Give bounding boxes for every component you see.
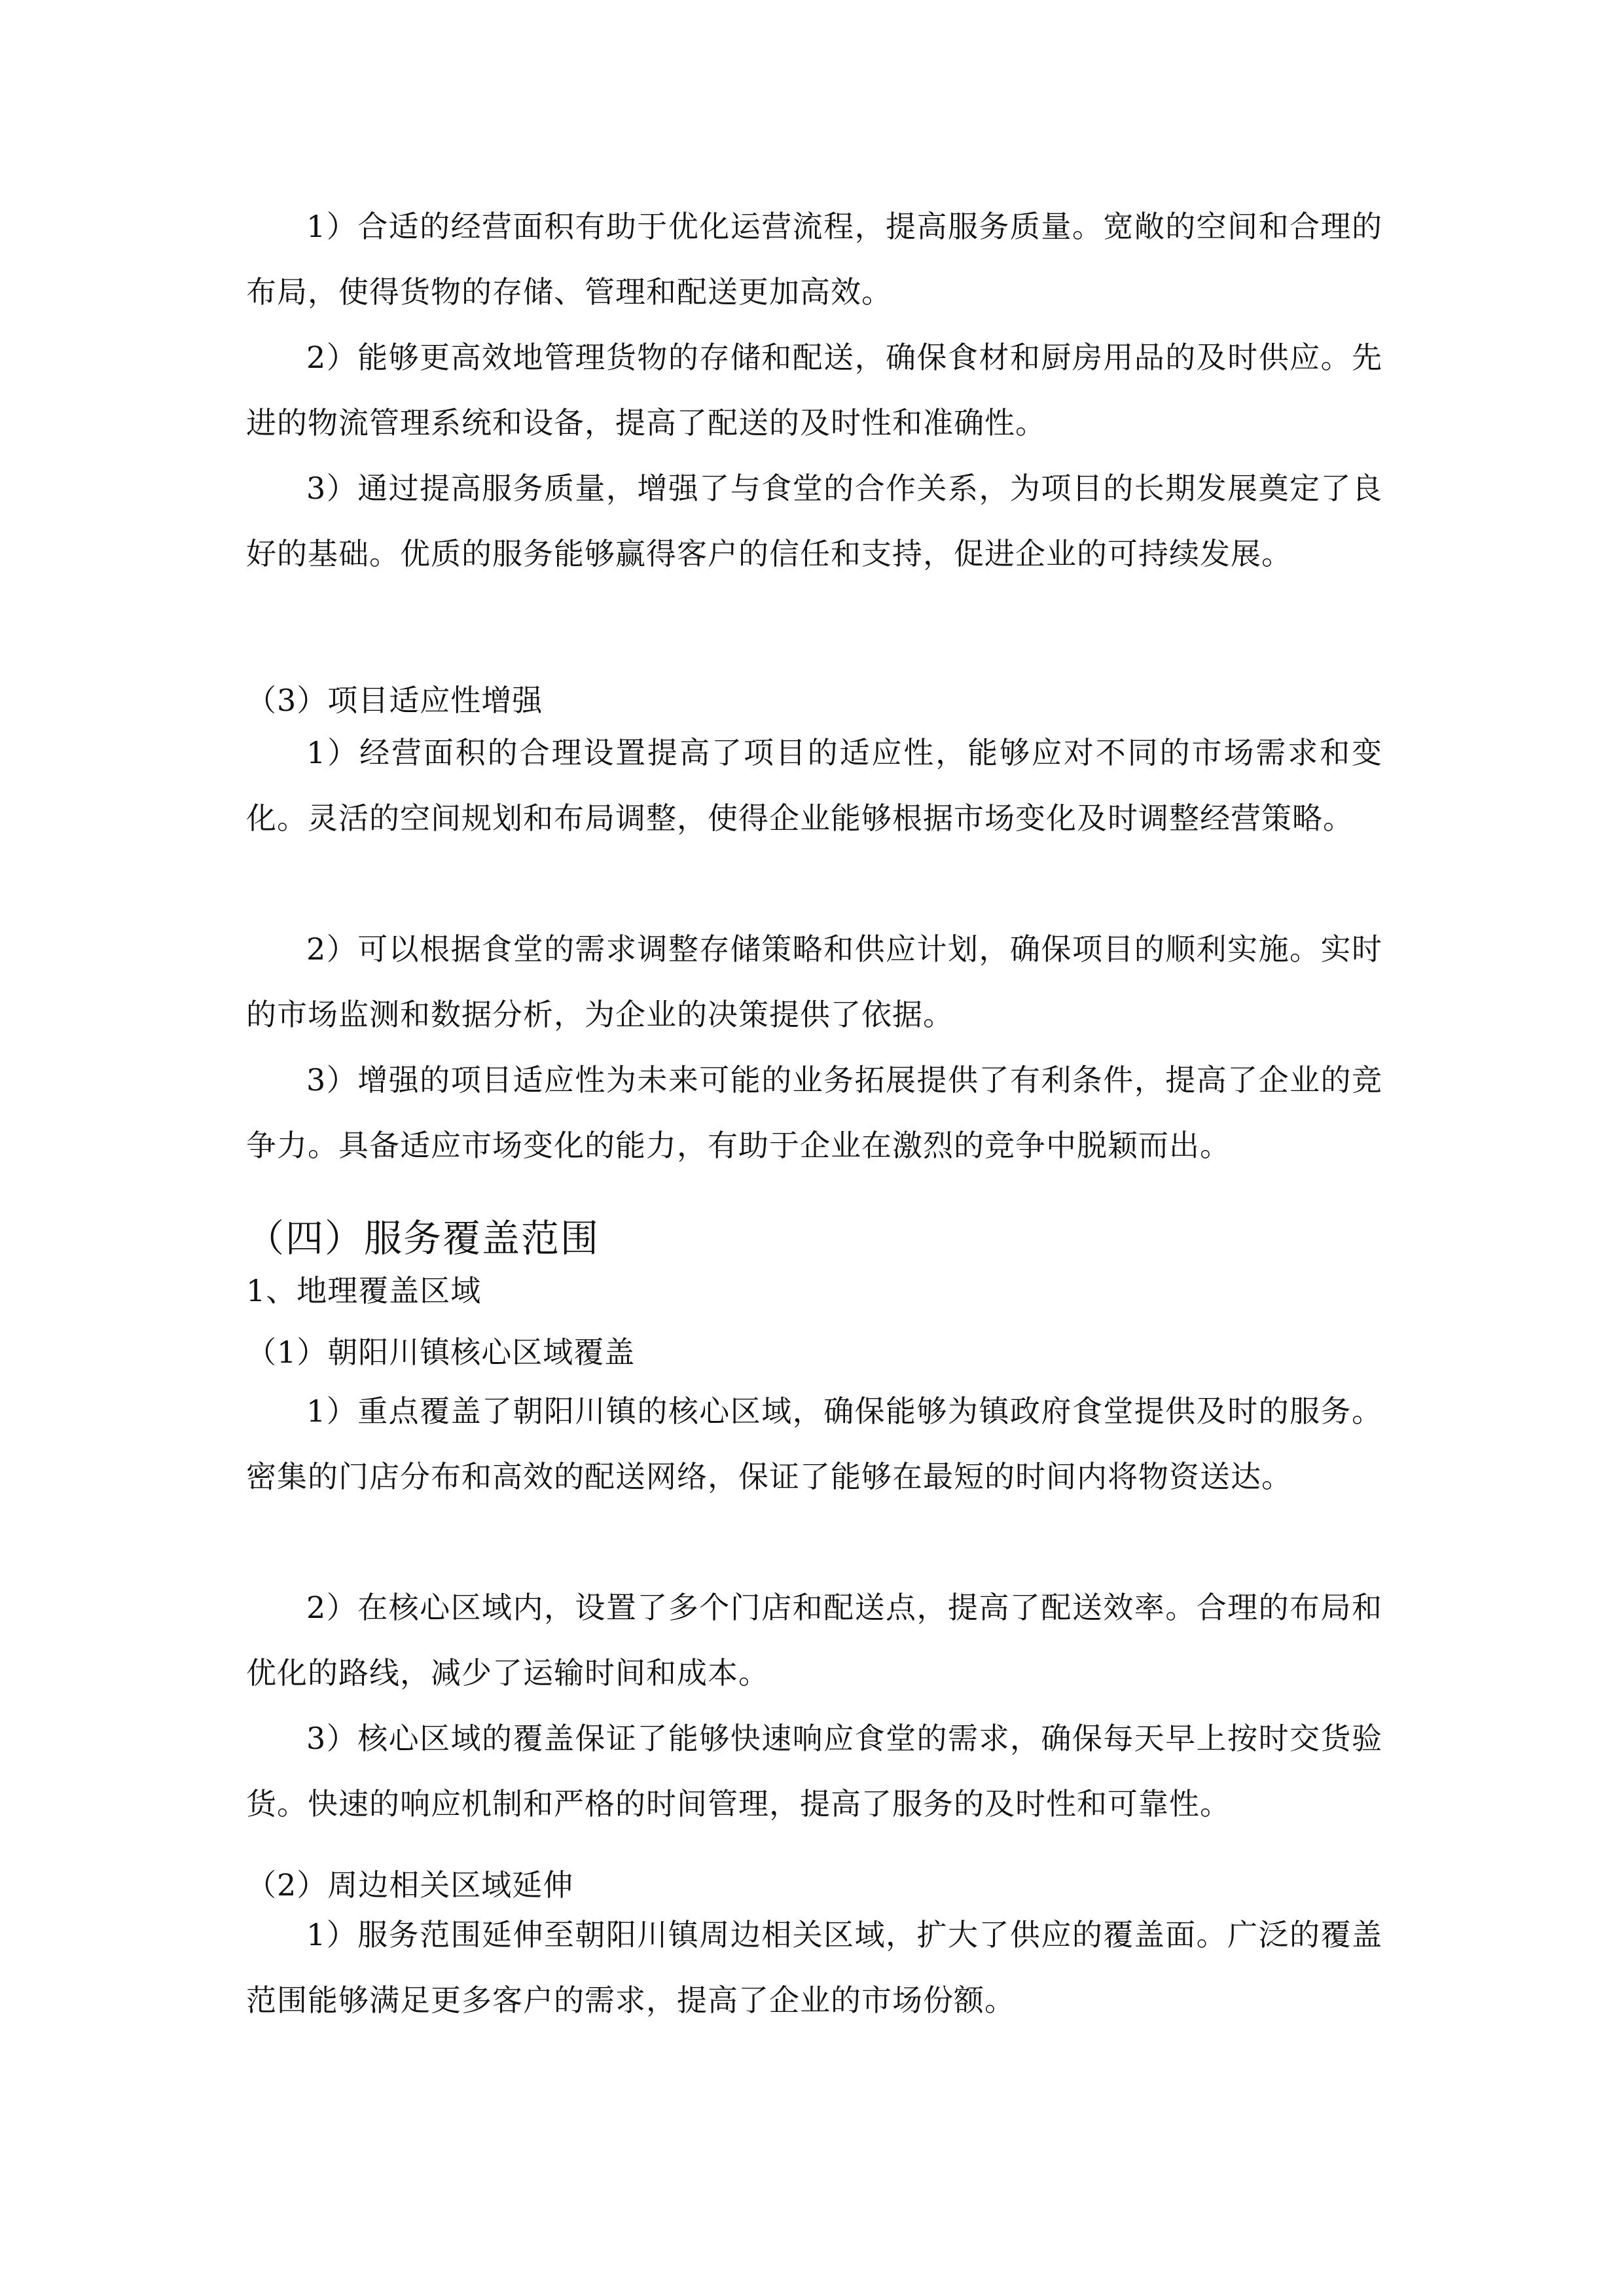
paragraph: 2）能够更高效地管理货物的存储和配送，确保食材和厨房用品的及时供应。先进的物流管理系统和设备，提高了配送的及时性和准确性。 bbox=[246, 340, 1382, 440]
subheading: （2）周边相关区域延伸 bbox=[246, 1867, 574, 1903]
paragraph: 2）在核心区域内，设置了多个门店和配送点，提高了配送效率。合理的布局和优化的路线，减少了运输时间和成本。 bbox=[246, 1590, 1382, 1691]
paragraph: 1）重点覆盖了朝阳川镇的核心区域，确保能够为镇政府食堂提供及时的服务。密集的门店分布和高效的配送网络，保证了能够在最短的时间内将物资送达。 bbox=[246, 1393, 1382, 1494]
section-heading: （四）服务覆盖范围 bbox=[246, 1216, 600, 1261]
paragraph: 1）经营面积的合理设置提高了项目的适应性，能够应对不同的市场需求和变化。灵活的空间规划和布局调整，使得企业能够根据市场变化及时调整经营策略。 bbox=[246, 735, 1382, 836]
paragraph: 2）可以根据食堂的需求调整存储策略和供应计划，确保项目的顺利实施。实时的市场监测和数据分析，为企业的决策提供了依据。 bbox=[246, 931, 1382, 1032]
paragraph: 1）合适的经营面积有助于优化运营流程，提高服务质量。宽敞的空间和合理的布局，使得货物的存储、管理和配送更加高效。 bbox=[246, 209, 1382, 310]
paragraph: 1）服务范围延伸至朝阳川镇周边相关区域，扩大了供应的覆盖面。广泛的覆盖范围能够满足更多客户的需求，提高了企业的市场份额。 bbox=[246, 1917, 1382, 2018]
paragraph: 3）增强的项目适应性为未来可能的业务拓展提供了有利条件，提高了企业的竞争力。具备适应市场变化的能力，有助于企业在激烈的竞争中脱颖而出。 bbox=[246, 1062, 1382, 1163]
paragraph: 3）通过提高服务质量，增强了与食堂的合作关系，为项目的长期发展奠定了良好的基础。优质的服务能够赢得客户的信任和支持，促进企业的可持续发展。 bbox=[246, 471, 1382, 571]
subheading: （3）项目适应性增强 bbox=[246, 683, 543, 718]
paragraph: 3）核心区域的覆盖保证了能够快速响应食堂的需求，确保每天早上按时交货验货。快速的响应机制和严格的时间管理，提高了服务的及时性和可靠性。 bbox=[246, 1721, 1382, 1821]
subheading: （1）朝阳川镇核心区域覆盖 bbox=[246, 1335, 636, 1370]
subheading: 1、地理覆盖区域 bbox=[246, 1273, 482, 1308]
